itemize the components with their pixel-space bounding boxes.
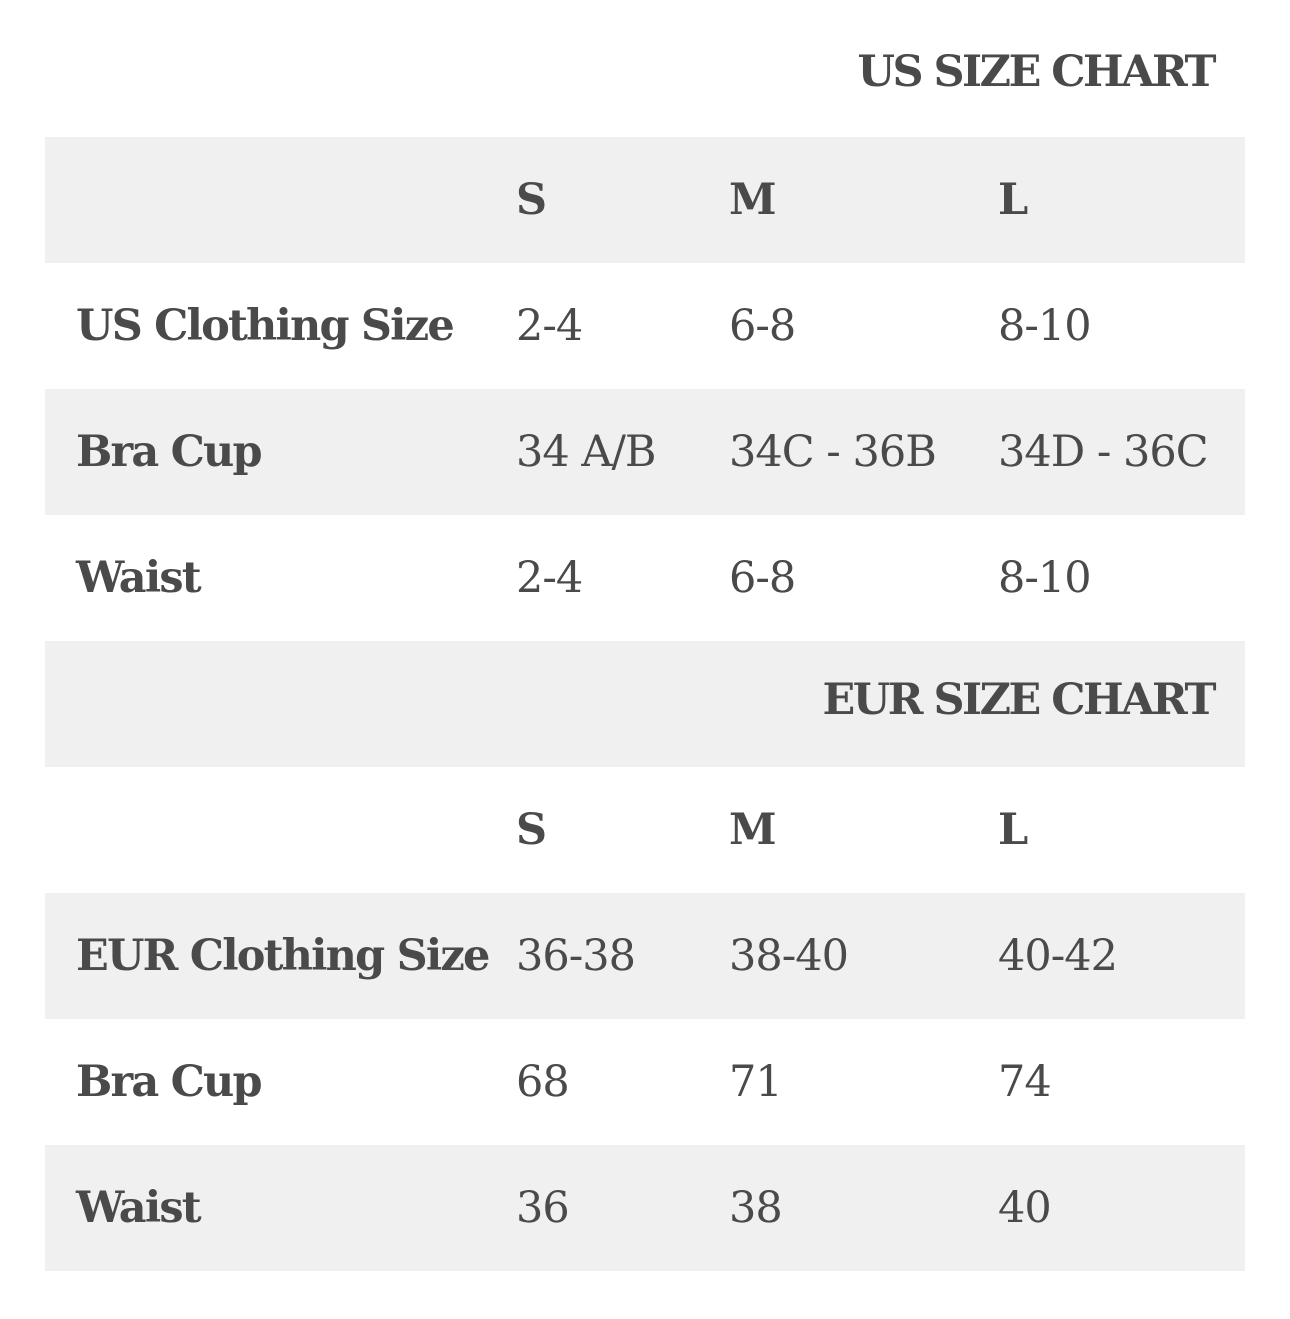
cell-value-l: 74 — [998, 1057, 1051, 1107]
size-chart-table — [45, 137, 1245, 1271]
eur-title-row — [45, 641, 1245, 767]
row-label: Waist — [76, 553, 200, 603]
eur-header-l: L — [998, 805, 1029, 855]
row-label: Bra Cup — [76, 427, 261, 477]
cell-value-s: 2-4 — [516, 553, 583, 603]
eur-bra-cup-row — [45, 1019, 1245, 1145]
cell-value-l: 40-42 — [998, 931, 1117, 981]
row-label: Waist — [76, 1183, 200, 1233]
eur-clothing-size-row — [45, 893, 1245, 1019]
eur-header-s: S — [516, 805, 548, 855]
us-bra-cup-row — [45, 389, 1245, 515]
us-waist-row — [45, 515, 1245, 641]
cell-value-s: 36-38 — [516, 931, 635, 981]
us-clothing-size-row — [45, 263, 1245, 389]
cell-value-s: 68 — [516, 1057, 569, 1107]
cell-value-s: 2-4 — [516, 301, 583, 351]
cell-value-m: 6-8 — [729, 553, 796, 603]
us-header-row — [45, 137, 1245, 263]
eur-header-row — [45, 767, 1245, 893]
cell-value-l: 8-10 — [998, 553, 1091, 603]
cell-value-m: 38-40 — [729, 931, 848, 981]
row-label: EUR Clothing Size — [76, 931, 489, 981]
eur-size-chart-title: EUR SIZE CHART — [822, 675, 1214, 725]
eur-waist-row — [45, 1145, 1245, 1271]
cell-value-s: 34 A/B — [516, 427, 656, 477]
cell-value-l: 34D - 36C — [998, 427, 1208, 477]
cell-value-m: 34C - 36B — [729, 427, 936, 477]
eur-header-m: M — [729, 805, 777, 855]
us-header-m: M — [729, 175, 777, 225]
cell-value-l: 8-10 — [998, 301, 1091, 351]
us-header-s: S — [516, 175, 548, 225]
us-header-l: L — [998, 175, 1029, 225]
row-label: US Clothing Size — [76, 301, 453, 351]
cell-value-m: 71 — [729, 1057, 782, 1107]
cell-value-m: 6-8 — [729, 301, 796, 351]
cell-value-m: 38 — [729, 1183, 782, 1233]
row-label: Bra Cup — [76, 1057, 261, 1107]
us-size-chart-title: US SIZE CHART — [857, 47, 1214, 97]
cell-value-l: 40 — [998, 1183, 1051, 1233]
cell-value-s: 36 — [516, 1183, 569, 1233]
